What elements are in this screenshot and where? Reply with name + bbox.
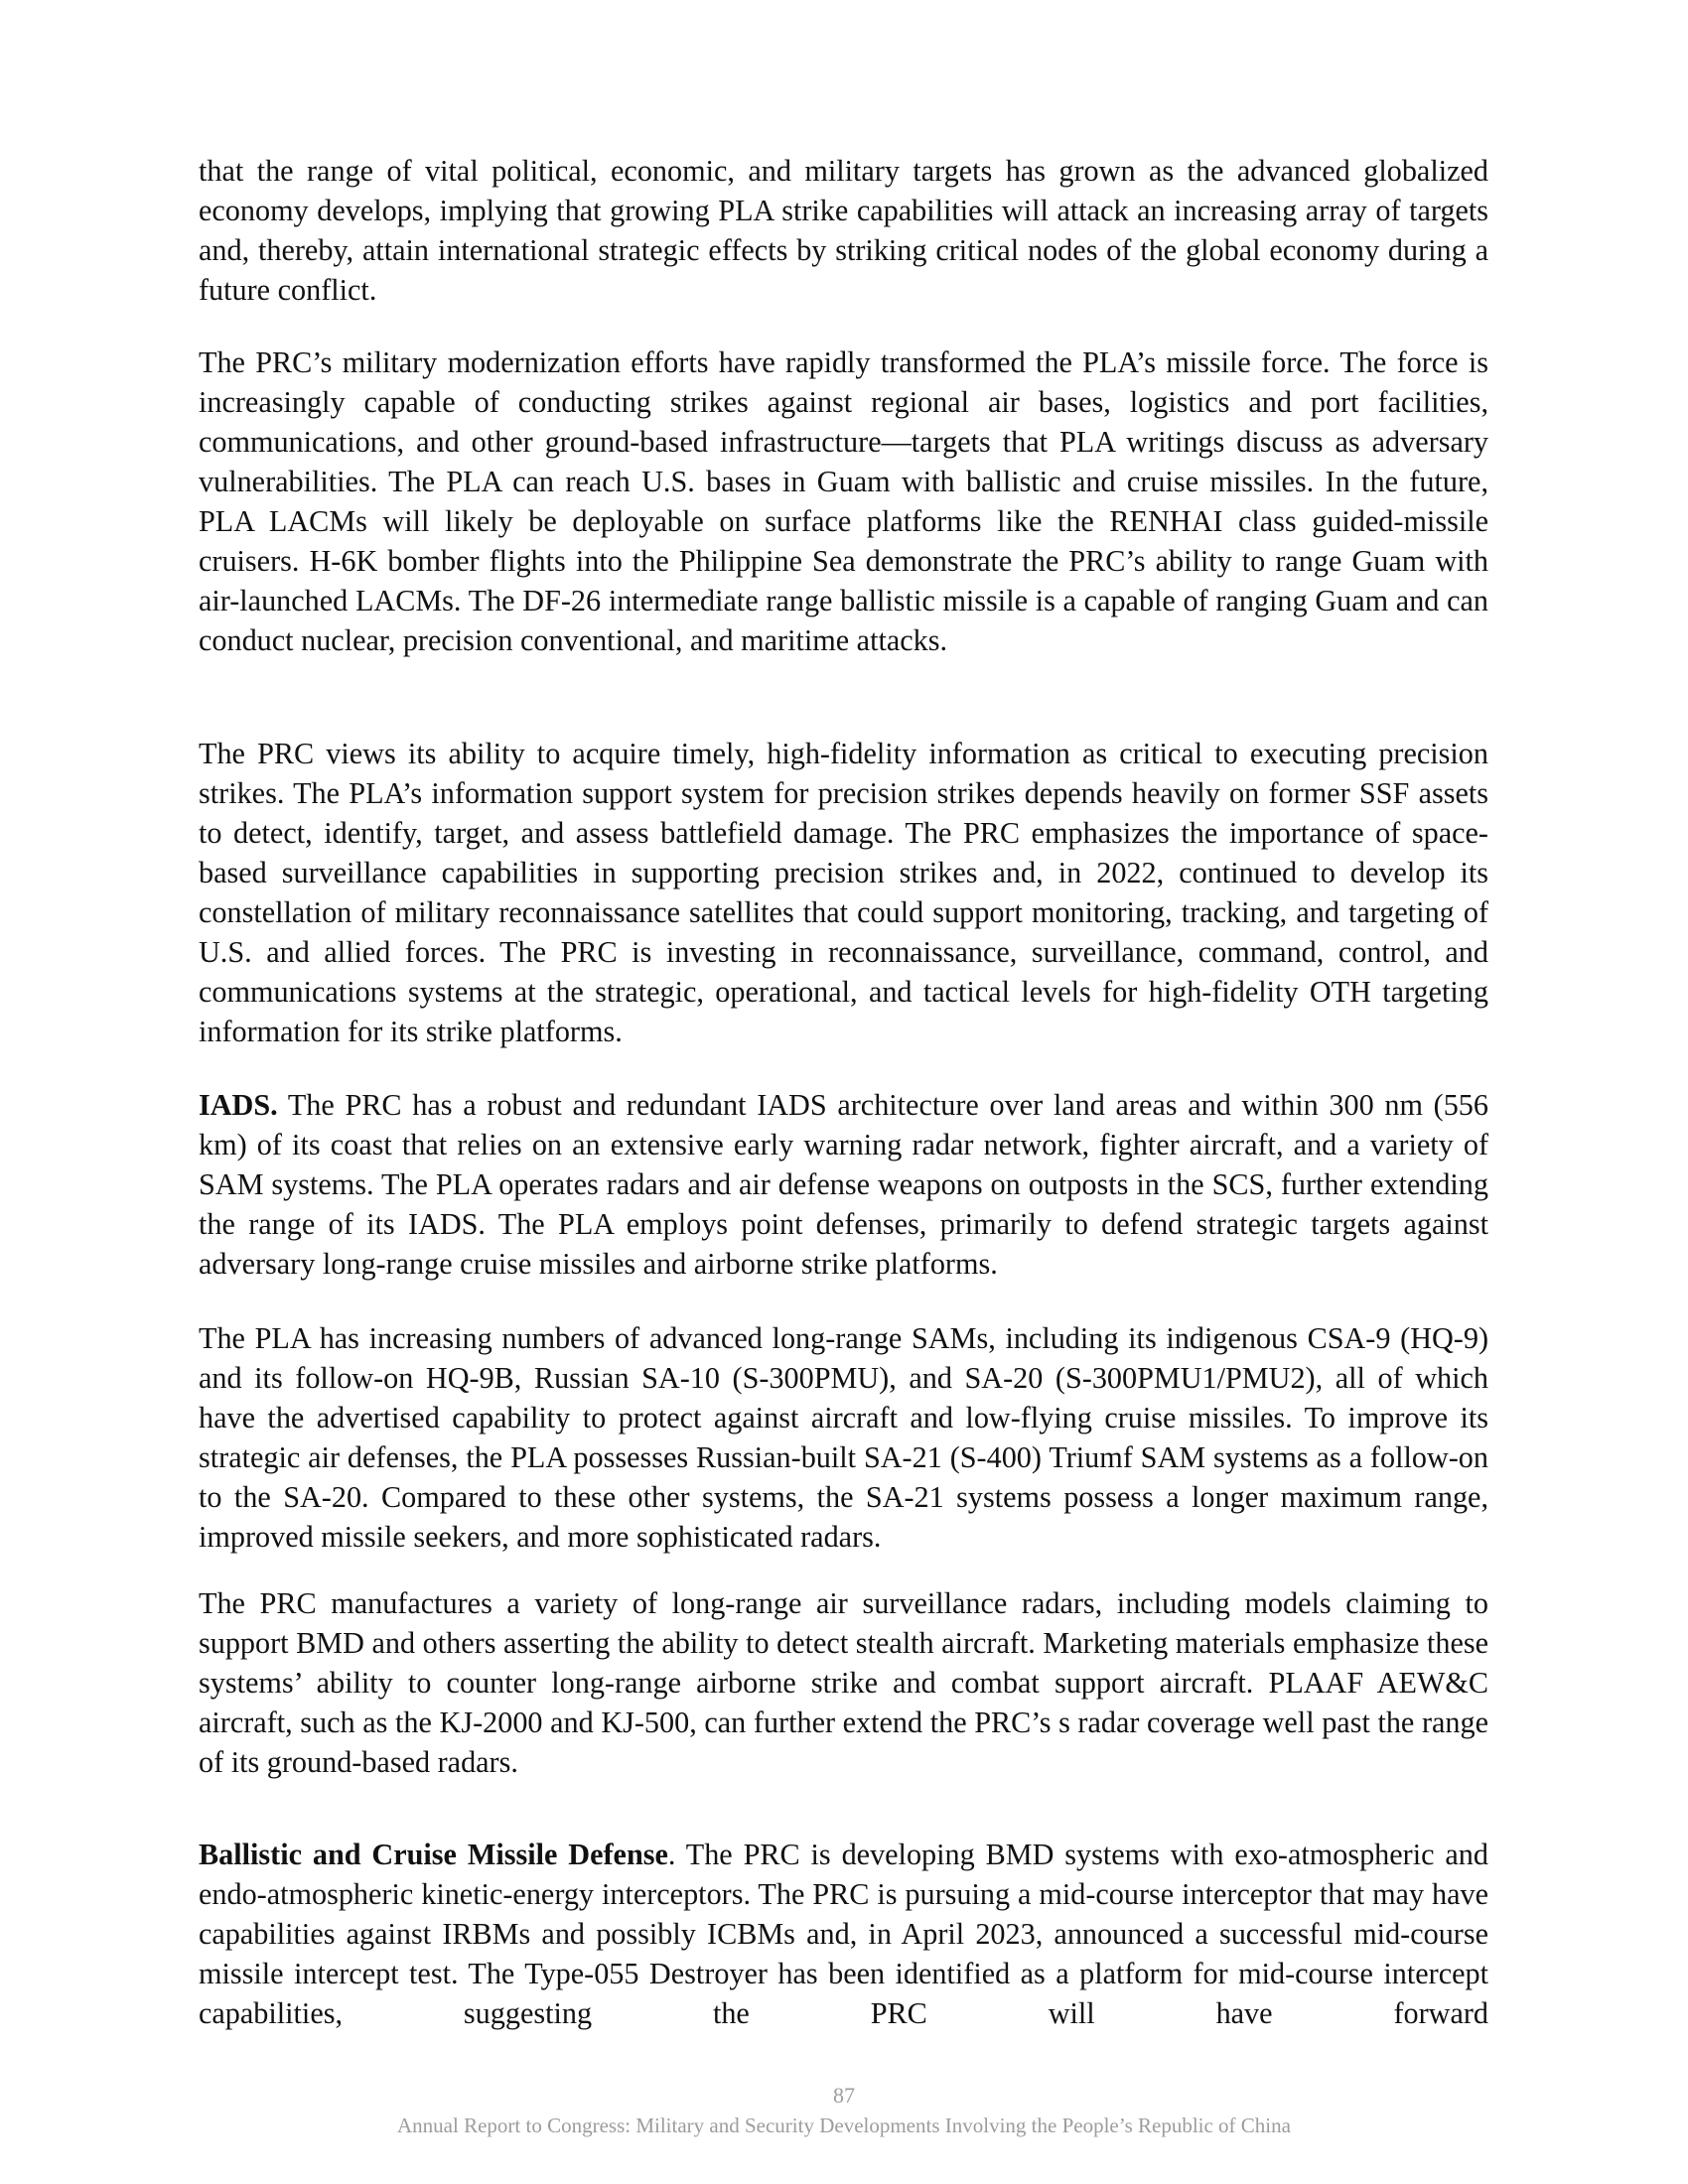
- paragraph-iads: [199, 1085, 1488, 1284]
- paragraph-information-support: [199, 734, 1488, 1051]
- paragraph-text: The PRC views its ability to acquire timely, high-fidelity information as critical to executing precision strikes. The PLA’s information support system for precision strikes depends heavily on former SSF assets to detect, identify, target, and assess battlefield damage. The PRC emphasizes the importance of space-based surveillance capabilities in supporting precision strikes and, in 2022, continued to develop its constellation of military reconnaissance satellites that could support monitoring, tracking, and targeting of U.S. and allied forces. The PRC is investing in reconnaissance, surveillance, command, control, and communications systems at the strategic, operational, and tactical levels for high-fidelity OTH targeting information for its strike platforms.: [199, 737, 1488, 1048]
- paragraph-text: The PRC’s military modernization efforts have rapidly transformed the PLA’s missile force. The force is increasingly capable of conducting strikes against regional air bases, logistics and port facilities, communications, and other ground-based infrastructure—targets that PLA writings discuss as adversary vulnerabilities. The PLA can reach U.S. bases in Guam with ballistic and cruise missiles. In the future, PLA LACMs will likely be deployable on surface platforms like the RENHAI class guided-missile cruisers. H-6K bomber flights into the Philippine Sea demonstrate the PRC’s ability to range Guam with air-launched LACMs. The DF-26 intermediate range ballistic missile is a capable of ranging Guam and can conduct nuclear, precision conventional, and maritime attacks.: [199, 345, 1488, 657]
- paragraph-long-range-sams: [199, 1318, 1488, 1557]
- paragraph-surveillance-radars: [199, 1583, 1488, 1782]
- paragraph-text: that the range of vital political, economic, and military targets has grown as the advanced globalized economy develops, implying that growing PLA strike capabilities will attack an increasing array of targets and, thereby, attain international strategic effects by striking critical nodes of the global economy during a future conflict.: [199, 154, 1488, 307]
- lead-period: .: [667, 1838, 676, 1871]
- paragraph-missile-force: [199, 342, 1488, 660]
- paragraph-text: The PRC has a robust and redundant IADS architecture over land areas and within 300 nm (556 km) of its coast that relies on an extensive early warning radar network, fighter aircraft, and a variety of SAM systems. The PLA operates radars and air defense weapons on outposts in the SCS, further extending the range of its IADS. The PLA employs point defenses, primarily to defend strategic targets against adversary long-range cruise missiles and airborne strike platforms.: [199, 1088, 1488, 1281]
- footer-report-title: Annual Report to Congress: Military and Security Developments Involving the People’s Republic of China: [397, 2114, 1291, 2137]
- paragraph-text: The PLA has increasing numbers of advanced long-range SAMs, including its indigenous CSA-9 (HQ-9) and its follow-on HQ-9B, Russian SA-10 (S-300PMU), and SA-20 (S-300PMU1/PMU2), all of which have the advertised capability to protect against aircraft and low-flying cruise missiles. To improve its strategic air defenses, the PLA possesses Russian-built SA-21 (S-400) Triumf SAM systems as a follow-on to the SA-20. Compared to these other systems, the SA-21 systems possess a longer maximum range, improved missile seekers, and more sophisticated radars.: [199, 1321, 1488, 1554]
- section-lead-missile-defense: Ballistic and Cruise Missile Defense: [199, 1838, 668, 1871]
- paragraph-missile-defense: [199, 1835, 1488, 2033]
- paragraph-text: The PRC manufactures a variety of long-range air surveillance radars, including models claiming to support BMD and others asserting the ability to detect stealth aircraft. Marketing materials emphasize these systems’ ability to counter long-range airborne strike and combat support aircraft. PLAAF AEW&C aircraft, such as the KJ-2000 and KJ-500, can further extend the PRC’s s radar coverage well past the range of its ground-based radars.: [199, 1586, 1488, 1779]
- paragraph-text: The PRC is developing BMD systems with exo-atmospheric and endo-atmospheric kinetic-energy interceptors. The PRC is pursuing a mid-course interceptor that may have capabilities against IRBMs and possibly ICBMs and, in April 2023, announced a successful mid-course missile intercept test. The Type-055 Destroyer has been identified as a platform for mid-course intercept capabilities, suggesting the PRC will have forward: [199, 1838, 1488, 2030]
- paragraph-target-range: [199, 151, 1488, 310]
- page-number: 87: [833, 2083, 855, 2108]
- section-lead-iads: IADS.: [199, 1088, 278, 1122]
